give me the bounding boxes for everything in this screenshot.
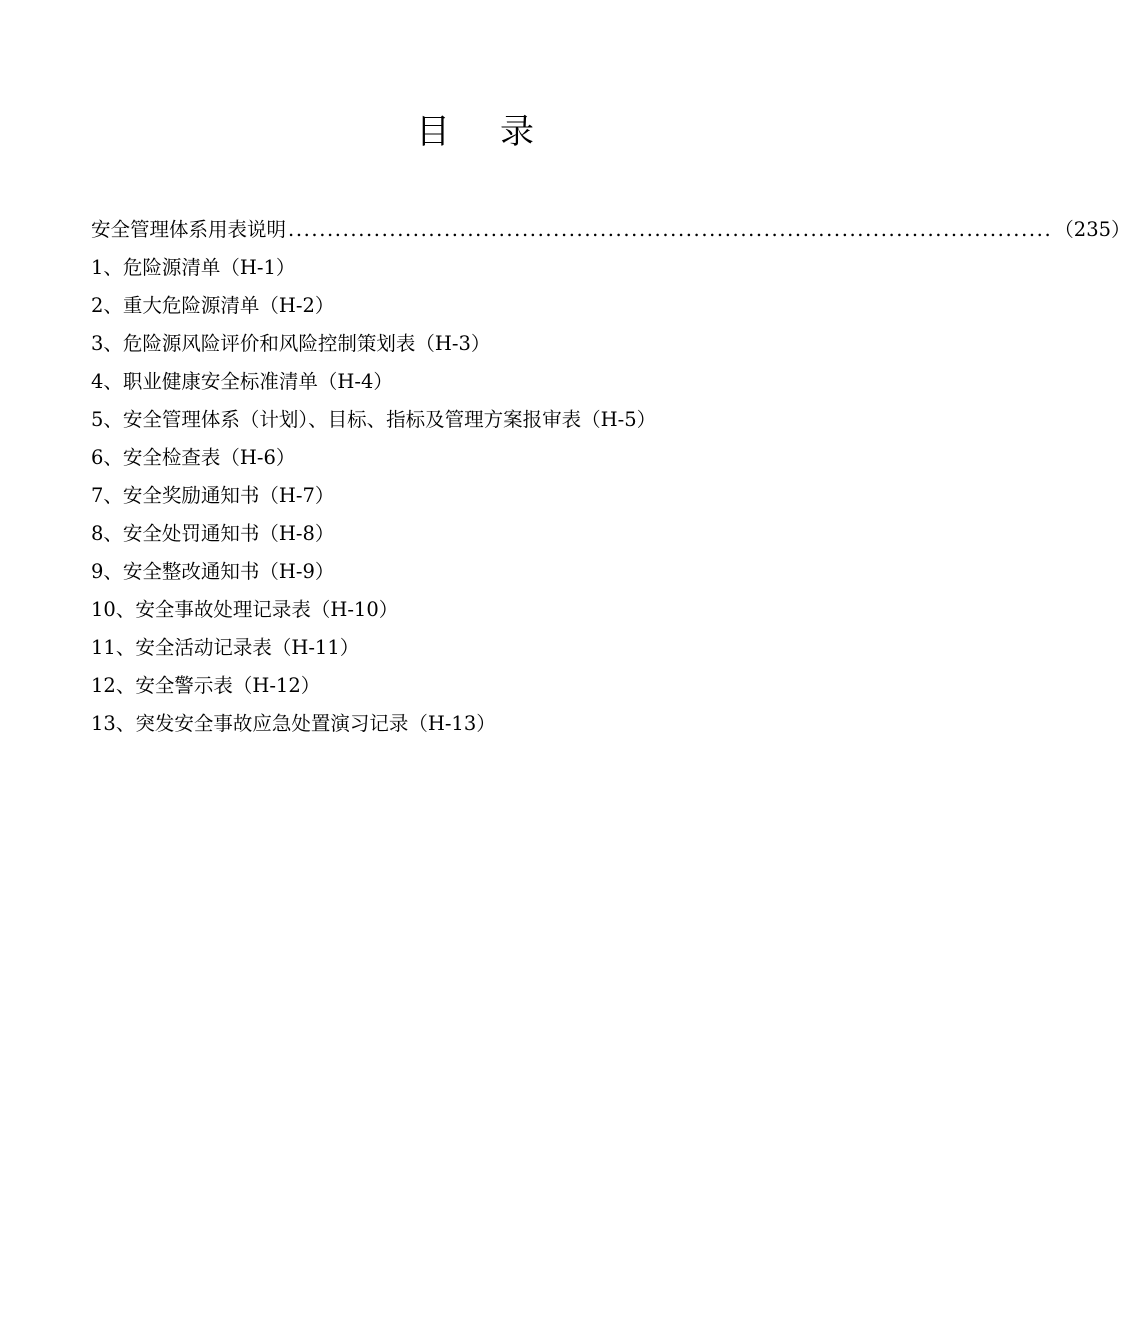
toc-entry: 1、危险源清单（H-1） bbox=[91, 256, 296, 279]
toc-entry: 3、危险源风险评价和风险控制策划表（H-3） bbox=[91, 332, 491, 355]
toc-entry: 5、安全管理体系（计划）、目标、指标及管理方案报审表（H-5） bbox=[91, 408, 657, 431]
page-title bbox=[0, 108, 950, 156]
toc-entry-label: 安全管理体系用表说明 bbox=[91, 218, 287, 241]
toc-entry: 9、安全整改通知书（H-9） bbox=[91, 560, 335, 583]
toc-entry: 12、安全警示表（H-12） bbox=[91, 674, 321, 697]
toc-entry: 13、突发安全事故应急处置演习记录（H-13） bbox=[91, 712, 496, 735]
toc-entry-intro bbox=[91, 211, 1131, 249]
toc-entry: 11、安全活动记录表（H-11） bbox=[91, 636, 360, 659]
toc-entry: 7、安全奖励通知书（H-7） bbox=[91, 484, 335, 507]
toc-entry: 10、安全事故处理记录表（H-10） bbox=[91, 598, 399, 621]
title-char-1: 目 bbox=[416, 112, 450, 152]
toc-page-number: （235） bbox=[1054, 218, 1131, 241]
toc-entry: 4、职业健康安全标准清单（H-4） bbox=[91, 370, 393, 393]
table-of-contents bbox=[91, 211, 1131, 743]
toc-entry: 6、安全检查表（H-6） bbox=[91, 446, 296, 469]
toc-entry: 8、安全处罚通知书（H-8） bbox=[91, 522, 335, 545]
toc-entry: 2、重大危险源清单（H-2） bbox=[91, 294, 335, 317]
title-char-2: 录 bbox=[500, 112, 534, 152]
dot-leader: .................................................................................................. bbox=[288, 218, 1053, 241]
